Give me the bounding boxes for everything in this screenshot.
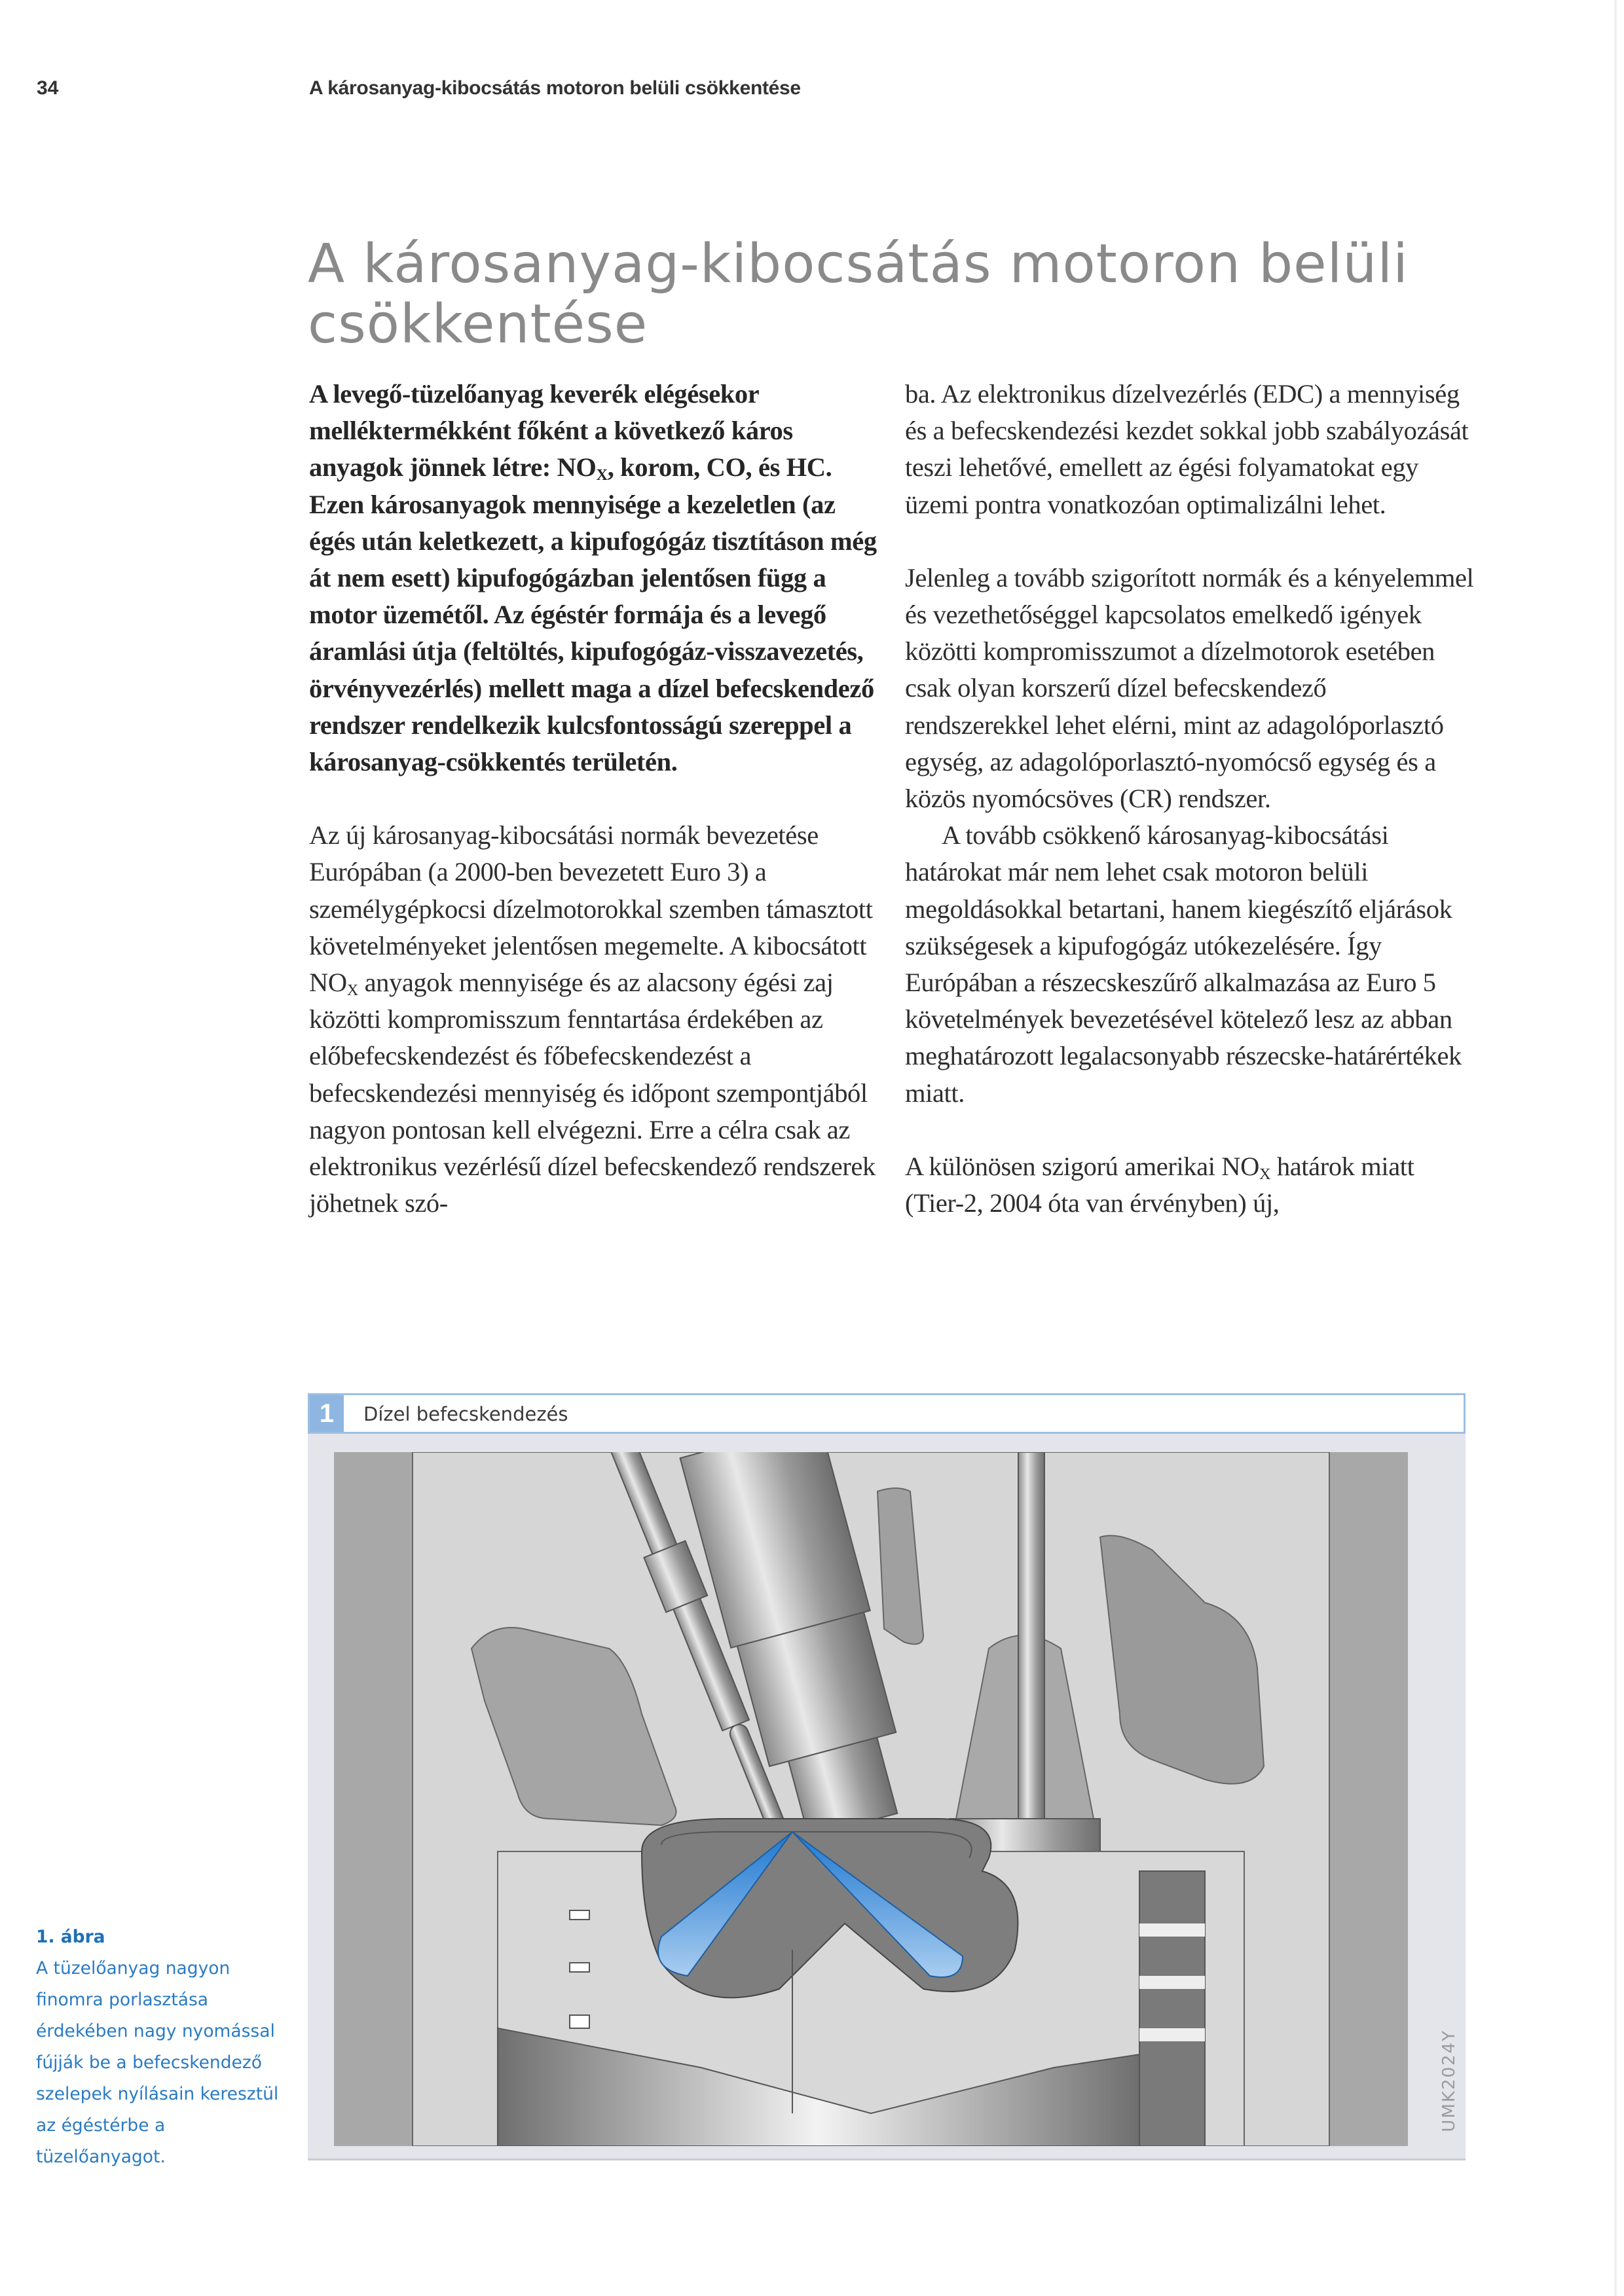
running-header: A károsanyag-kibocsátás motoron belüli csökkentése [309,77,801,99]
body-paragraph: ba. Az elektronikus dízelvezérlés (EDC) a mennyiség és a befecskendezési kezdet sokkal jobb szabályozását teszi lehetővé, emellett az égési folyamatokat egy üzemi pontra vonatkozóan optimalizálni lehet. [905,379,1469,519]
page-number: 34 [37,77,59,99]
figure-code: UMK2024Y [1439,2030,1459,2132]
figure-number-badge: 1 [310,1395,344,1432]
body-paragraph: Jelenleg a tovább szigorított normák és a kényelemmel és vezethetőséggel kapcsolatos emelkedő igények közötti kompromisszumot a dízelmotorok esetében csak olyan korszerű dízel befecskendező rendszerekkel lehet elérni, mint az adagolóporlasztó egység, az adagolóporlasztó-nyomócső egység és a közös nyomócsöves (CR) rendszer. [905,562,1474,814]
page-title: A károsanyag-kibocsátás motoron belüli csökkentése [308,233,1409,355]
text-column-right [905,376,1475,1222]
scan-edge-shadow [1614,0,1617,2296]
text-column-left [309,376,879,1222]
diesel-injection-illustration [334,1452,1408,2146]
figure-caption [36,1922,285,2173]
figure-header [308,1393,1466,1434]
body-paragraph: A tovább csökkenő károsanyag-kibocsátási határokat már nem lehet csak motoron belüli megoldásokkal betartani, hanem kiegészítő eljárások szükségesek a kipufogógáz utókezelésére. Így Európában a részecskeszűrő alkalmazása az Euro 5 követelmények bevezetésével kötelező lesz az abban meghatározott legalacsonyabb részecske-határértékek miatt. [905,820,1462,1108]
body-paragraph: Az új károsanyag-kibocsátási normák bevezetése Európában (a 2000-ben bevezetett Euro 3) a személygépkocsi dízelmotorokkal szemben támasztott követelményeket jelentősen megemelte. A kibocsátott $NO_X$ anyagok mennyisége és az alacsony égési zaj közötti kompromisszum fenntartása érdekében az előbefecskendezést és főbefecskendezést a befecskendezési mennyiség és időpont szempontjából nagyon pontosan kell elvégezni. Erre a célra csak az elektronikus vezérlésű dízel befecskendező rendszerek jöhetnek szó- [309,820,876,1218]
figure-panel [308,1434,1466,2160]
figure-title: Dízel befecskendezés [363,1403,568,1425]
caption-label: 1. ábra [36,1927,105,1947]
body-paragraph: A különösen szigorú amerikai $NO_X$ határok miatt (Tier-2, 2004 óta van érvényben) új, [905,1151,1414,1218]
lead-paragraph: A levegő-tüzelőanyag keverék elégésekor melléktermékként főként a következő káros anyagok jönnek létre: $NO_X$, korom, CO, és HC. Ezen károsanyagok mennyisége a kezeletlen (az égés után keletkezett, a kipufogógáz tisztításon még át nem esett) kipufogógázban jelentősen függ a motor üzemétől. Az égéstér formája és a levegő áramlási útja (feltöltés, kipufogógáz-visszavezetés, örvényvezérlés) mellett maga a dízel befecskendező rendszer rendelkezik kulcsfontosságú szereppel a károsanyag-csökkentés területén. [309,379,877,777]
caption-text: A tüzelőanyag nagyon finomra porlasztása érdekében nagy nyomással fújják be a befecskendező szelepek nyílásain keresztül az égéstérbe a tüzelőanyagot. [36,1958,279,2167]
